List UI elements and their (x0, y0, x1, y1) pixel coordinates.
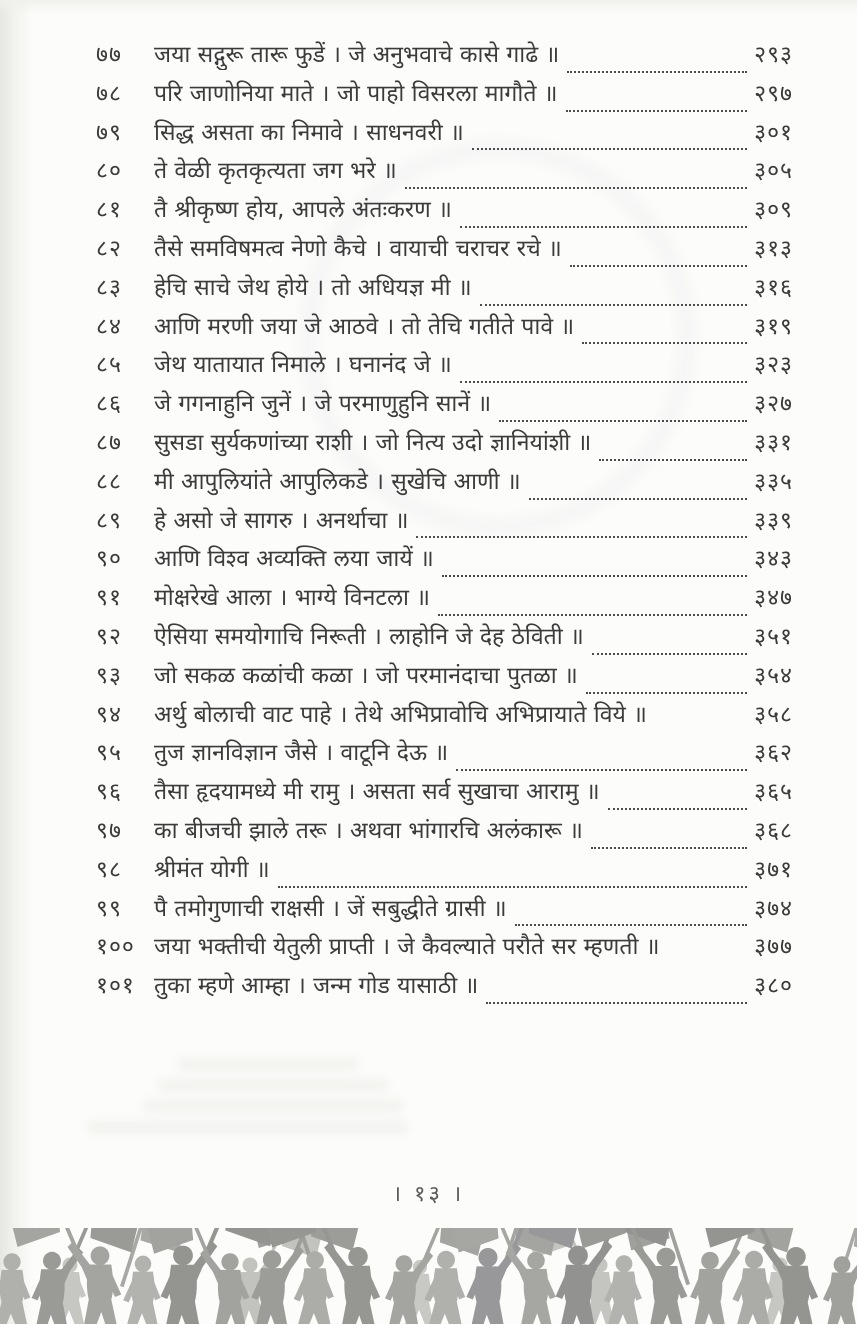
entry-title: पै तमोगुणाची राक्षसी । जें सबुद्धीते ग्रासी ॥ (154, 895, 507, 922)
entry-title: तैसा हृदयामध्ये मी रामु । असता सर्व सुखाचा आरामु ॥ (154, 779, 600, 806)
entry-page: ३६५ (754, 779, 793, 806)
toc-entry (96, 428, 793, 467)
marching-crowd-svg (0, 1228, 857, 1324)
entry-number: ८४ (96, 313, 122, 340)
toc-entry (96, 156, 793, 195)
entry-number: १०१ (96, 973, 135, 1000)
dot-leader (570, 265, 747, 267)
toc-entry (96, 700, 793, 739)
entry-number: ८८ (96, 468, 122, 495)
toc-entry (96, 816, 793, 855)
scan-shadow-left (0, 0, 34, 1324)
entry-page: ३१६ (754, 274, 793, 301)
reverse-page-ghost-text (88, 1058, 428, 1168)
entry-page: ३०१ (754, 119, 793, 146)
dot-leader (499, 420, 747, 422)
entry-page: ३७७ (754, 934, 793, 961)
entry-page: ३८० (754, 973, 793, 1000)
toc-entry (96, 971, 793, 1010)
entry-number: ९२ (96, 623, 122, 650)
entry-page: ३५४ (754, 662, 793, 689)
dot-leader (592, 653, 747, 655)
entry-title: परि जाणोनिया माते । जो पाहो विसरला मागौते ॥ (154, 80, 558, 107)
entry-title: तुज ज्ञानविज्ञान जैसे । वाटूनि देऊ ॥ (154, 740, 449, 767)
entry-title: तैसे समविषमत्व नेणो कैचे । वायाची चराचर रचे ॥ (154, 235, 562, 262)
dot-leader (529, 498, 747, 500)
dot-leader (664, 963, 754, 965)
marching-crowd-image (0, 1228, 857, 1324)
dot-leader (582, 342, 747, 344)
dot-leader (480, 304, 747, 306)
dot-leader (472, 148, 747, 150)
toc-entry (96, 389, 793, 428)
toc-entry (96, 894, 793, 933)
entry-number: ८२ (96, 235, 122, 262)
entry-page: ३५८ (754, 701, 793, 728)
dot-leader (591, 847, 747, 849)
dot-leader (566, 110, 748, 112)
entry-page: ३६८ (754, 817, 793, 844)
entry-title: ऐसिया समयोगाचि निरूती । लाहोनि जे देह ठेविती ॥ (154, 623, 584, 650)
page-folio: । १३ । (392, 1182, 465, 1207)
entry-title: आणि विश्व अव्यक्ति लया जायें ॥ (154, 546, 434, 573)
entry-title: मी आपुलियांते आपुलिकडे । सुखेचि आणी ॥ (154, 468, 521, 495)
entry-page: २९७ (754, 80, 793, 107)
entry-number: ८७ (96, 429, 122, 456)
entry-number: ९८ (96, 856, 122, 883)
entry-title: श्रीमंत योगी ॥ (154, 856, 270, 883)
entry-number: ९४ (96, 701, 122, 728)
entry-page: ३०९ (754, 197, 793, 224)
toc-entry (96, 234, 793, 273)
entry-title: मोक्षरेखे आला । भाग्ये विनटला ॥ (154, 585, 431, 612)
entry-title: ते वेळी कृतकृत्यता जग भरे ॥ (154, 158, 397, 185)
toc-entry (96, 312, 793, 351)
entry-number: ८६ (96, 391, 122, 418)
entry-title: सुसडा सुर्यकणांच्या राशी । जो नित्य उदो ज्ञानियांशी ॥ (154, 429, 592, 456)
toc-entry (96, 118, 793, 157)
entry-page: ३०५ (754, 158, 793, 185)
toc-entry (96, 350, 793, 389)
dot-leader (438, 614, 747, 616)
entry-number: ९० (96, 546, 122, 573)
entry-number: ८९ (96, 507, 122, 534)
entry-number: ९५ (96, 740, 122, 767)
entry-number: ७९ (96, 119, 122, 146)
entry-title: का बीजची झाले तरू । अथवा भांगारचि अलंकारू ॥ (154, 817, 583, 844)
dot-leader (456, 769, 747, 771)
entry-page: ३२३ (754, 352, 793, 379)
entry-number: ७८ (96, 80, 122, 107)
dot-leader (416, 536, 747, 538)
entry-page: २९३ (754, 42, 793, 68)
entry-title: आणि मरणी जया जे आठवे । तो तेचि गतीते पावे ॥ (154, 313, 575, 340)
entry-number: ८५ (96, 352, 122, 379)
entry-title: अर्थु बोलाची वाट पाहे । तेथे अभिप्रावोचि अभिप्रायाते विये ॥ (154, 701, 647, 728)
entry-page: ३४७ (754, 585, 793, 612)
toc-entry (96, 79, 793, 118)
entry-number: ९७ (96, 817, 122, 844)
entry-page: ३४३ (754, 546, 793, 573)
dot-leader (278, 886, 747, 888)
entry-page: ३२७ (754, 391, 793, 418)
entry-number: ९६ (96, 779, 122, 806)
entry-page: ३७१ (754, 856, 793, 883)
toc-entry (96, 40, 793, 79)
dot-leader (486, 1002, 747, 1004)
entry-page: ३६२ (754, 740, 793, 767)
entry-number: ९३ (96, 662, 122, 689)
toc-entry (96, 195, 793, 234)
toc-entry (96, 544, 793, 583)
dot-leader (567, 71, 747, 73)
entry-page: ३१३ (754, 235, 793, 262)
toc-entry (96, 777, 793, 816)
toc-entry (96, 932, 793, 971)
dot-leader (442, 575, 747, 577)
entry-number: ८० (96, 158, 122, 185)
entry-title: तै श्रीकृष्ण होय, आपले अंतःकरण ॥ (154, 197, 452, 224)
entry-page: ३३१ (754, 429, 793, 456)
toc-entry (96, 738, 793, 777)
dot-leader (651, 730, 753, 732)
entry-page: ३३९ (754, 507, 793, 534)
entry-page: ३१९ (754, 313, 793, 340)
dot-leader (515, 924, 747, 926)
dot-leader (460, 226, 747, 228)
toc-entry (96, 661, 793, 700)
toc-entry (96, 622, 793, 661)
toc-entry (96, 467, 793, 506)
dot-leader (460, 381, 747, 383)
dot-leader (586, 692, 747, 694)
toc-entry (96, 273, 793, 312)
entry-number: ९१ (96, 585, 122, 612)
entry-title: जया भक्तीची येतुली प्राप्ती । जे कैवल्याते परौते सर म्हणती ॥ (154, 934, 660, 961)
dot-leader (599, 459, 747, 461)
toc-entry (96, 855, 793, 894)
dot-leader (608, 808, 747, 810)
entry-page: ३७४ (754, 895, 793, 922)
entry-title: तुका म्हणे आम्हा । जन्म गोड यासाठी ॥ (154, 973, 479, 1000)
entry-page: ३५१ (754, 623, 793, 650)
entry-number: ७७ (96, 42, 122, 68)
entry-title: जया सद्गुरू तारू फुडें । जे अनुभवाचे कासे गाढे ॥ (154, 42, 560, 68)
entry-title: जे गगनाहुनि जुनें । जे परमाणुहुनि सानें ॥ (154, 391, 492, 418)
entry-title: हेचि साचे जेथ होये । तो अधियज्ञ मी ॥ (154, 274, 472, 301)
entry-number: ८३ (96, 274, 122, 301)
entry-number: १०० (96, 934, 135, 961)
entry-title: सिद्ध असता का निमावे । साधनवरी ॥ (154, 119, 464, 146)
toc-list (96, 40, 793, 1010)
scan-shadow-top (0, 0, 857, 14)
entry-title: जो सकळ कळांची कळा । जो परमानंदाचा पुतळा ॥ (154, 662, 578, 689)
entry-page: ३३५ (754, 468, 793, 495)
entry-number: ९९ (96, 895, 122, 922)
toc-entry (96, 583, 793, 622)
entry-number: ८१ (96, 197, 122, 224)
toc-entry (96, 506, 793, 545)
entry-title: हे असो जे सागरु । अनर्थाचा ॥ (154, 507, 409, 534)
dot-leader (405, 187, 747, 189)
entry-title: जेथ यातायात निमाले । घनानंद जे ॥ (154, 352, 452, 379)
